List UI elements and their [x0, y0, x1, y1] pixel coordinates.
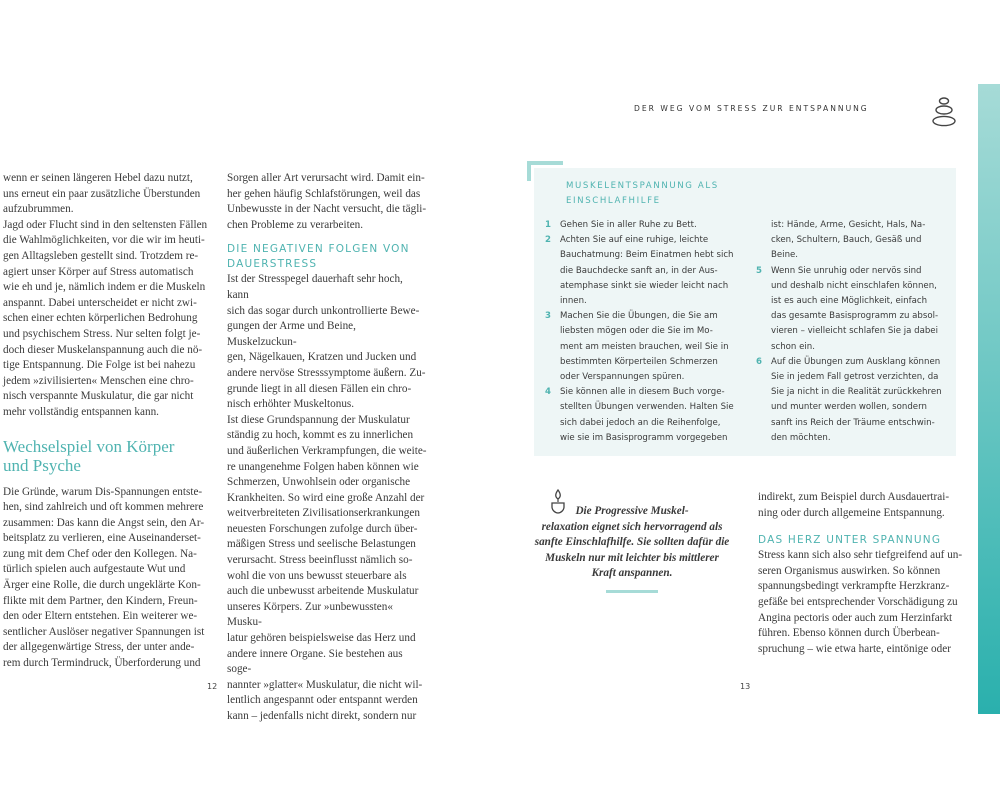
box-corner-accent: [527, 161, 531, 181]
box-list-column-2: [756, 218, 956, 446]
paragraph: Ist diese Grundspannung der Muskulatur ständig zu hoch, kommt es zu innerlichen und äußerlichen Verkrampfungen, die weite- re unangenehme Folgen haben können wie Schmerzen, Unwohlsein oder organische Krankheiten. So wird eine große Anzahl der weitverbreiteten Zivilisationserkrankungen neuesten Forschungen zufolge durch über- mäßigen Stress und seelische Belastungen verursacht. Stress beeinflusst nämlich so- wohl die von uns bewusst steuerbare als auch die unbewusst arbeitende Muskulatur unseres Körpers. Zur »unbewussten« Musku- latur gehören beispielsweise das Herz und andere innere Organe. Sie bestehen aus soge- nannter »glatter« Muskulatur, die nicht wil- lentlich angespannt oder entspannt werden kann – jedenfalls nicht direkt, sondern nur: [227, 413, 427, 722]
paragraph: Jagd oder Flucht sind in den seltensten Fällen die Wahlmöglichkeiten, vor die wir im heuti- gen Alltagsleben gestellt sind. Trotzdem re- agiert unser Körper auf Stress automatisch wie eh und je, nämlich indem er die Muskeln anspannt. Dabei unterscheidet er nicht zwi- schen einer echten körperlichen Bedrohung und psychischem Stress. Nur selten folgt je- doch dieser Muskelanspannung auch die nö- tige Entspannung. Die Folge ist bei nahezu jedem »zivilisierten« Menschen eine chro- nisch verspannte Muskulatur, die gar nicht mehr vollständig entspannen kann.: [3, 218, 208, 418]
box-corner-accent: [527, 161, 563, 165]
box-list-column-1: [545, 218, 745, 446]
pull-quote: Die Progressive Muskel- relaxation eignet sich hervorragend als sanfte Einschlafhilfe. Sie sollten dafür die Muskeln nur mit leichter bis mittlerer Kraft anspannen.: [534, 505, 730, 580]
running-head: DER WEG VOM STRESS ZUR ENTSPANNUNG: [634, 104, 869, 113]
page-number: 12: [207, 682, 218, 691]
box-title: MUSKELENTSPANNUNG ALS EINSCHLAFHILFE: [566, 181, 719, 206]
list-item-continuation: ist: Hände, Arme, Gesicht, Hals, Na- cken, Schultern, Bauch, Gesäß und Beine.: [771, 220, 926, 261]
paragraph: wenn er seinen längeren Hebel dazu nutzt, uns erneut ein paar zusätzliche Überstunden aufzubrummen.: [3, 172, 201, 216]
list-item: 5 Wenn Sie unruhig oder nervös sind und deshalb nicht einschlafen können, ist es auch eine Möglichkeit, einfach das gesamte Basisprogramm zu absol- vieren – vielleicht schlafen Sie ja dabei schon ein.: [756, 265, 939, 352]
list-item: 4 Sie können alle in diesem Buch vorge- stellten Übungen verwenden. Halten Sie sich dabei jedoch an die Reihenfolge, wie sie im Basisprogramm vorgegeben: [545, 387, 734, 443]
left-page-column-1: [3, 171, 208, 672]
stacked-stones-icon: [930, 95, 958, 127]
page-edge-bar: [978, 84, 1000, 714]
paragraph: indirekt, zum Beispiel durch Ausdauertrai- ning oder durch allgemeine Entspannung.: [758, 491, 950, 519]
paragraph: Stress kann sich also sehr tiefgreifend auf un- seren Organismus auswirken. So können spannungsbedingt verkrampfte Herzkranz- gefäße bei entsprechender Vorschädigung zu Angina pectoris oder auch zum Herzinfarkt führen. Ebenso können durch Überbean- spruchung – wie etwa harte, eintönige oder: [758, 549, 963, 655]
right-page-column-2: [758, 490, 964, 657]
left-page-column-2: [227, 171, 427, 725]
list-item: 2 Achten Sie auf eine ruhige, leichte Bauchatmung: Beim Einatmen hebt sich die Bauchdecke sanft an, in der Aus- atemphase sinkt sie wieder leicht nach innen.: [545, 235, 734, 307]
paragraph: Ist der Stresspegel dauerhaft sehr hoch, kann sich das sogar durch unkontrollierte Bewe- gungen der Arme und Beine, Muskelzuckun- gen, Nägelkauen, Kratzen und Jucken und andere nervöse Stresssymptome äußern. Zu- grunde liegt in all diesen Fällen ein chro- nisch erhöhter Muskeltonus.: [227, 273, 426, 411]
list-item: 1 Gehen Sie in aller Ruhe zu Bett.: [545, 220, 697, 230]
paragraph: Die Gründe, warum Dis-Spannungen entste- hen, sind zahlreich und oft kommen mehrere zusammen: Das kann die Angst sein, den Ar- beitsplatz zu verlieren, eine Auseinanderset- zung mit dem Chef oder den Kollegen. Na- türlich spielen auch aufgestaute Wut und Ärger eine Rolle, die durch ungeklärte Kon- flikte mit dem Partner, den Kindern, Freun- den oder Eltern entstehen. Ein weiterer we- sentlicher Auslöser negativer Spannungen ist der allgegenwärtige Stress, der unter ande- rem durch Termindruck, Überforderung und: [3, 485, 205, 670]
list-item: 6 Auf die Übungen zum Ausklang können Sie in jedem Fall getrost verzichten, da Sie ja nicht in die Realität zurückkehren und munter werden wollen, sondern sanft ins Reich der Träume entschwin- den möchten.: [756, 356, 942, 443]
subheading: DAS HERZ UNTER SPANNUNG: [758, 534, 942, 547]
list-item: 3 Machen Sie die Übungen, die Sie am liebsten mögen oder die Sie im Mo- ment am meisten brauchen, weil Sie in bestimmten Körperteilen Schmerzen oder Verspannungen spüren.: [545, 311, 729, 383]
section-heading: Wechselspiel von Körper und Psyche: [3, 436, 175, 475]
paragraph: Sorgen aller Art verursacht wird. Damit ein- her gehen häufig Schlafstörungen, weil das Unbewusste in der Nacht versucht, die tägli- chen Probleme zu verarbeiten.: [227, 172, 427, 231]
quote-divider: [606, 590, 658, 593]
subheading: DIE NEGATIVEN FOLGEN VON DAUERSTRESS: [227, 243, 410, 271]
page-number: 13: [740, 682, 751, 691]
